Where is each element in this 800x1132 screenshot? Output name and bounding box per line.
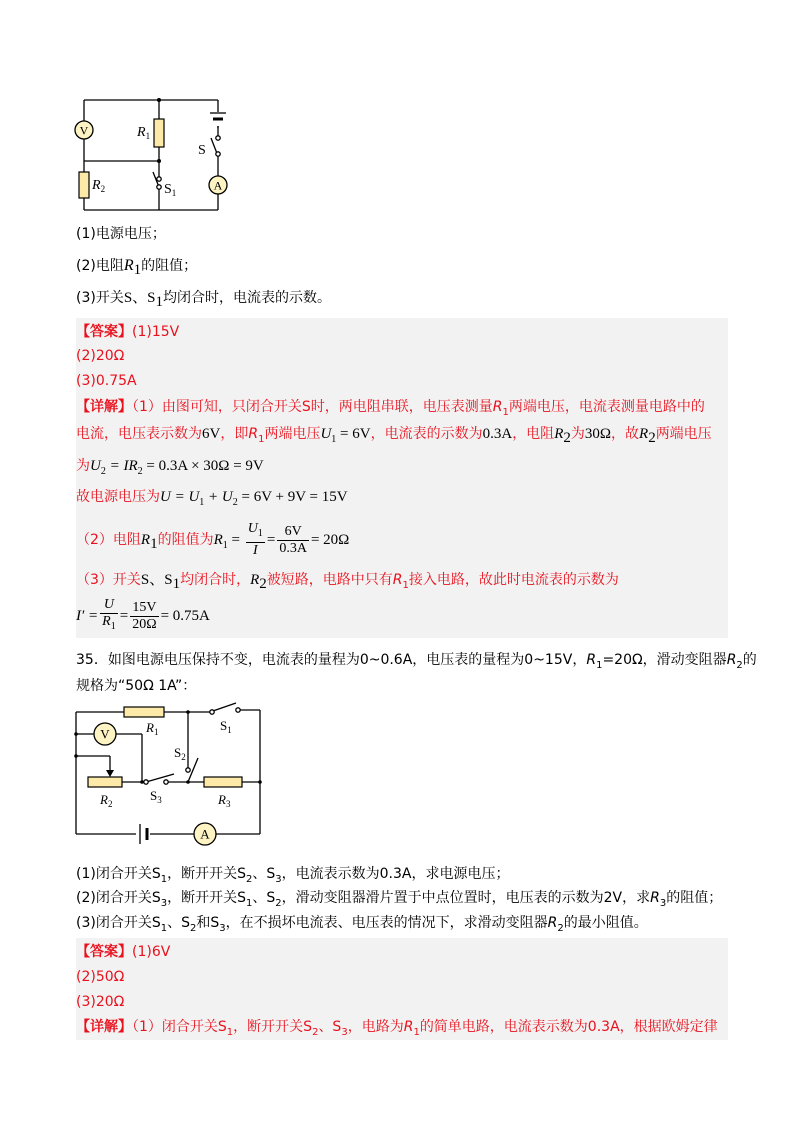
q34-question-1: (1)电源电压； (76, 226, 166, 242)
circuit-diagram-2 (70, 700, 270, 850)
q34-question-2: (2)电阻$R_1$的阻值； (76, 257, 198, 278)
q34-detail-line-3: 为$U_2 = IR_2 = 0.3A \times 30\Omega = 9V$ (76, 458, 264, 477)
circuit-diagram-1 (70, 90, 240, 220)
q34-detail-line-1: 【详解】（1）由图可知，只闭合开关S时，两电阻串联，电压表测量$R_1$两端电压，电流表测量电路中的 (76, 399, 705, 418)
resistor-r2 (88, 777, 122, 787)
voltmeter-icon (94, 723, 116, 745)
ammeter-icon (194, 823, 216, 845)
label-r1: $R_1$ (137, 125, 151, 141)
ammeter-icon (209, 176, 227, 194)
q34-answer-3: (3)0.75A (76, 373, 137, 389)
q34-detail-line-5: （2）电阻$R_1$的阻值为$R_1$ = $\frac{U_1}{I}$ = $\frac{6V}{0.3A}$ = 20Ω (76, 521, 350, 558)
switch-s1 (153, 172, 161, 189)
label-s1: $S_1$ (220, 718, 232, 735)
svg-text:V: V (79, 123, 89, 138)
label-r1: $R_1$ (146, 720, 159, 737)
q35-stem-line-1: 35．如图电源电压保持不变，电流表的量程为0~0.6A，电压表的量程为0~15V，$R_1=20\Omega$，滑动变阻器$R_2$的 (76, 652, 757, 671)
q34-detail-line-6: （3）开关S、$S_1$均闭合时，$R_2$被短路，电路中只有$R_1$接入电路，故此时电流表的示数为 (76, 572, 619, 592)
q35-answer-2: (2)50Ω (76, 969, 125, 985)
svg-text:A: A (200, 826, 210, 842)
voltmeter-icon (75, 121, 93, 139)
q34-detail-line-4: 故电源电压为$U = U_1 + U_2 = 6V + 9V = 15V$ (76, 489, 348, 508)
switch-s (211, 126, 220, 156)
label-r3: $R_3$ (218, 792, 231, 809)
label-s3: $S_3$ (150, 788, 162, 805)
resistor-r1 (124, 707, 164, 717)
q34-question-3: (3)开关S、$S_1$均闭合时，电流表的示数。 (76, 290, 332, 310)
label-r2: $R_2$ (92, 178, 106, 194)
q34-detail-line-2: 电流，电压表示数为6V，即$R_1$两端电压$U_1 = 6V$，电流表的示数为0.3A，电阻$R_2$为30Ω，故$R_2$两端电压 (76, 426, 712, 446)
q35-question-3: (3)闭合开关$S_1$、$S_2$和$S_3$，在不损坏电流表、电压表的情况下，求滑动变阻器$R_2$的最小阻值。 (76, 915, 648, 934)
label-s: S (198, 143, 206, 158)
q35-question-1: (1)闭合开关$S_1$，断开开关$S_2$、$S_3$，电流表示数为0.3A，求电源电压； (76, 866, 510, 885)
resistor-r3 (204, 777, 242, 787)
q34-answer-1: 【答案】(1)15V (76, 324, 180, 340)
label-r2: $R_2$ (100, 792, 113, 809)
svg-text:A: A (213, 178, 223, 193)
q34-detail-line-7: I′ = $\frac{U}{R_1}$ = $\frac{15V}{20\Omega}$ = 0.75A (76, 597, 210, 632)
q35-detail-line-1: 【详解】（1）闭合开关$S_1$，断开开关$S_2$、$S_3$，电路为$R_1$的简单电路，电流表示数为0.3A，根据欧姆定律 (76, 1019, 718, 1038)
label-s1: $S_1$ (164, 182, 177, 198)
svg-text:V: V (100, 726, 110, 742)
switch-s3 (144, 774, 174, 784)
q35-answer-1: 【答案】(1)6V (76, 944, 171, 960)
switch-s1 (210, 703, 240, 714)
q34-answer-2: (2)20Ω (76, 348, 125, 364)
q35-stem-line-2: 规格为“50Ω 1A”： (76, 678, 197, 694)
q35-answer-3: (3)20Ω (76, 994, 125, 1010)
resistor-r1 (154, 119, 164, 147)
slider-arrow-icon (106, 770, 114, 777)
q35-question-2: (2)闭合开关$S_3$，断开开关$S_1$、$S_2$，滑动变阻器滑片置于中点位置时，电压表的示数为2V，求$R_3$的阻值； (76, 890, 723, 909)
resistor-r2 (79, 172, 89, 198)
label-s2: $S_2$ (174, 745, 186, 762)
